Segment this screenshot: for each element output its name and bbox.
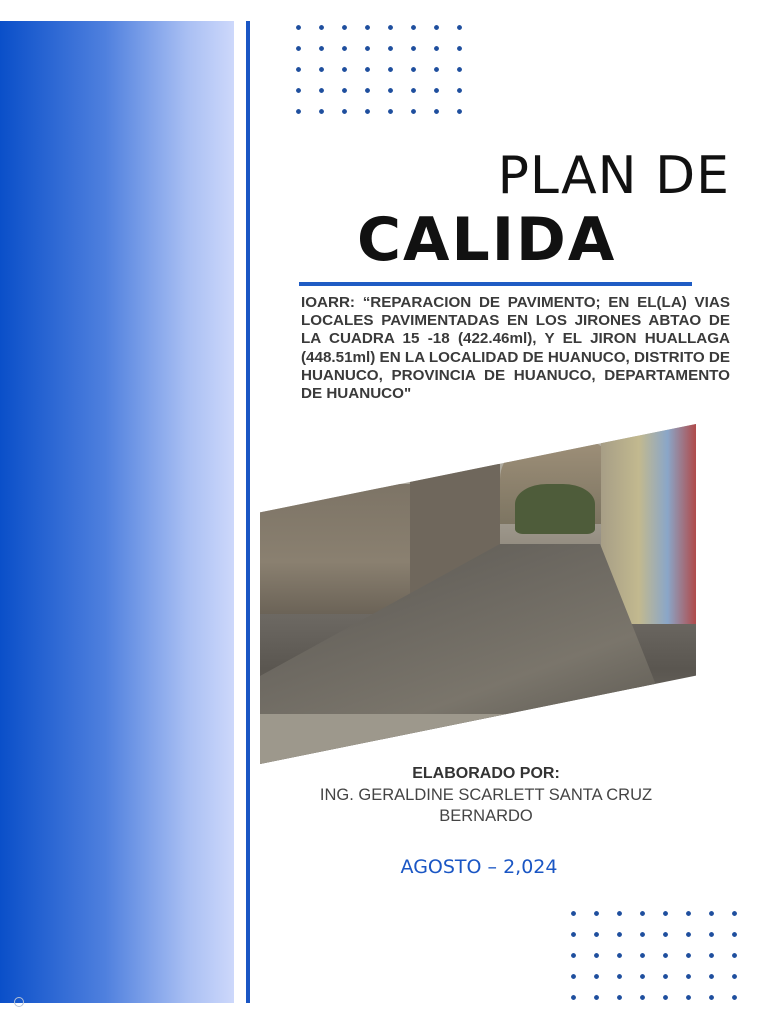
street-photo [260,424,696,764]
blue-gradient-sidebar [0,21,234,1003]
photo-trees [515,484,595,534]
prepared-by-name: ING. GERALDINE SCARLETT SANTA CRUZ BERNARDO [319,786,653,825]
project-description: IOARR: “REPARACION DE PAVIMENTO; EN EL(LA) VIAS LOCALES PAVIMENTADAS EN LOS JIRONES ABTAO DE LA CUADRA 15 -18 (422.46ml), Y EL JIRON HUALLAGA (448.51ml) EN LA LOCALIDAD DE HUANUCO, DISTRITO DE HUANUCO, PROVINCIA DE HUANUCO, DEPARTAMENTO DE HUANUCO" [301,294,730,403]
vertical-divider-line [246,21,250,1003]
photo-sidewalk [260,714,560,764]
prepared-by-label: ELABORADO POR: [412,765,560,782]
corner-circle-mark [14,997,24,1007]
dot-pattern-top [287,17,471,122]
title-line-2: CALIDA [357,205,617,275]
document-date: AGOSTO – 2,024 [400,856,558,878]
dot-pattern-bottom [562,903,746,1008]
title-underline [299,282,692,286]
title-line-1: PLAN DE [497,146,730,206]
